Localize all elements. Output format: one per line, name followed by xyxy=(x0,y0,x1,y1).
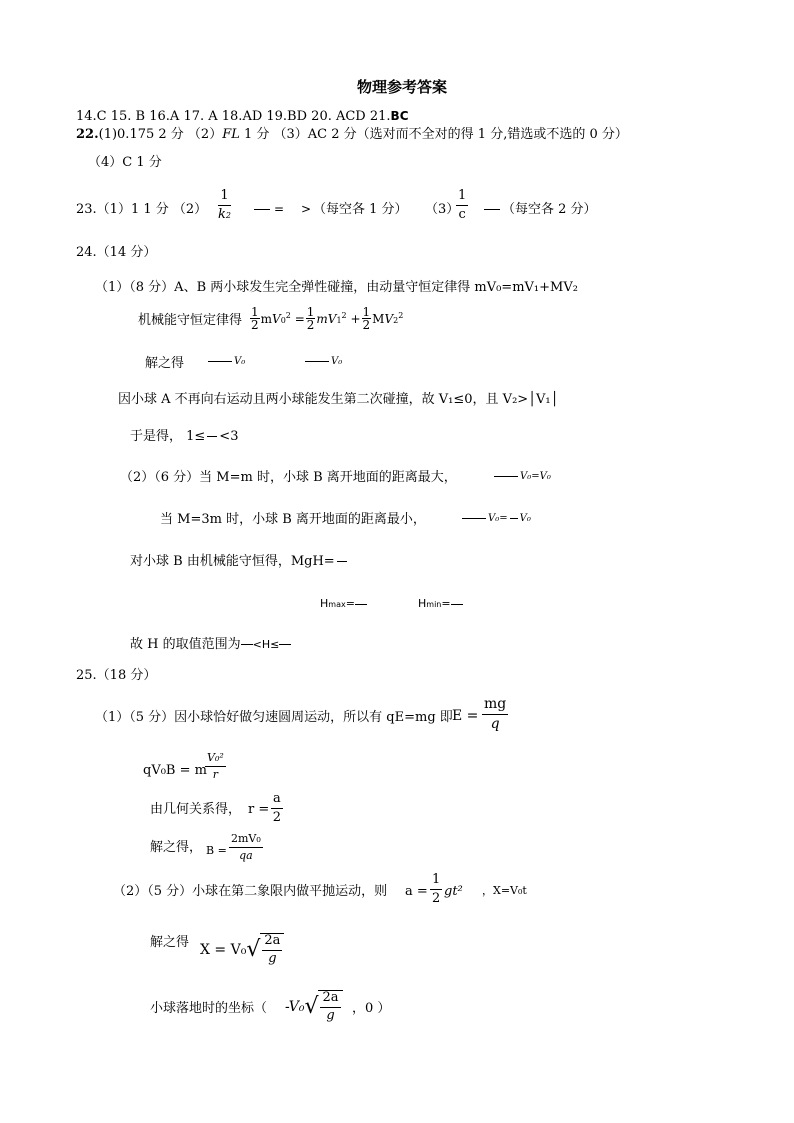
q22-number: 22. xyxy=(76,127,99,142)
q22-fl: FL xyxy=(222,127,240,142)
q24-part2-v: V₀=V₀ xyxy=(492,472,551,482)
q23-frac1-den: k2 xyxy=(218,207,231,223)
q25-a-label: a = xyxy=(405,884,428,899)
page-title: 物理参考答案 xyxy=(357,78,448,96)
q25-r-num: a xyxy=(271,792,283,809)
q22-line1 xyxy=(76,128,628,141)
q25-r-fraction xyxy=(271,792,283,826)
q25-qvb-num: V₀² xyxy=(205,752,226,767)
q23-frac1-num: 1 xyxy=(218,189,230,206)
q25-part2: （2）（5 分）小球在第二象限内做平抛运动，则 xyxy=(113,884,388,899)
q25-E-num: mg xyxy=(482,697,508,715)
q23-prefix: 23.（1）1 1 分 （2） xyxy=(76,202,208,217)
q25-r-label: r = xyxy=(248,802,270,817)
q23-note-2: （每空各 2 分） xyxy=(502,202,597,217)
q25-X-label: X = V₀ xyxy=(200,941,247,958)
q25-coord-label: 小球落地时的坐标（ xyxy=(150,1001,268,1016)
sqrt-icon-2: √ xyxy=(304,993,319,1019)
q25-qvb: qV₀B = m xyxy=(143,763,207,778)
q24-condition: 因小球 A 不再向右运动且两小球能发生第二次碰撞，故 V₁≤0，且 V₂>│V₁│ xyxy=(118,392,559,407)
q24-range: 故 H 的取值范围为 <H≤ xyxy=(130,638,291,651)
q24-part1: （1）（8 分）A、B 两小球发生完全弹性碰撞，由动量守恒定律得 mV₀=mV₁+MV₂ xyxy=(95,280,578,295)
q25-E-den: q xyxy=(490,716,500,733)
q25-E-label: E = xyxy=(452,708,479,724)
q24-header: 24.（14 分） xyxy=(76,245,157,260)
q25-coord-radicand: 2a g xyxy=(318,990,342,1024)
q23-part3: （3） xyxy=(425,202,460,217)
q25-solve2: 解之得 xyxy=(150,935,190,950)
q24-v2-result: V₀ xyxy=(303,357,342,367)
mc-last-answer: BC xyxy=(390,109,409,123)
q22-text-b: 1 分 （3）AC 2 分（选对而不全对的得 1 分,错选或不选的 0 分） xyxy=(239,127,628,142)
q25-coord-end: ，0 ） xyxy=(352,1001,391,1016)
q24-solve-label: 解之得 xyxy=(145,356,185,371)
q22-text-a: (1)0.175 2 分 （2） xyxy=(98,127,223,142)
q25-qvb-den: r xyxy=(212,768,219,782)
q22-line2: （4）C 1 分 xyxy=(88,155,162,170)
q23-equals: = xyxy=(274,202,285,216)
q25-E-fraction xyxy=(482,697,508,733)
q24-part3-v: V₀= V₀ xyxy=(460,514,531,524)
q23-blank-2 xyxy=(482,203,502,216)
q24-energy-equation: 1 2 $mV0^2$ = $\frac{1}{2}$ $mV1^2$ + $\frac{1}{2}$ $MV2^2$ xyxy=(251,305,404,332)
q25-a-den: 2 xyxy=(432,891,441,907)
q25-part1: （1）（5 分）因小球恰好做匀速圆周运动，所以有 qE=mg 即 xyxy=(95,710,453,725)
q25-X-radicand: 2a g xyxy=(260,933,284,967)
q23-frac2-num: 1 xyxy=(456,189,468,206)
mc-answers-text: 14.C 15. B 16.A 17. A 18.AD 19.BD 20. ACD 21. xyxy=(76,109,391,124)
q25-a-num: 1 xyxy=(430,873,442,890)
q24-v1-result: V₀ xyxy=(206,357,245,367)
q25-qvb-fraction xyxy=(205,752,226,781)
q24-part2: （2）（6 分）当 M=m 时，小球 B 离开地面的距离最大， xyxy=(120,470,457,485)
q25-coord-formula xyxy=(285,990,343,1024)
mc-answers xyxy=(76,110,409,123)
q23-fraction-1 xyxy=(218,189,231,223)
q25-coord-v: -V₀ xyxy=(285,998,305,1015)
q25-r-den: 2 xyxy=(272,810,282,826)
q23-greater: > xyxy=(301,202,312,216)
q25-B-den: qa xyxy=(239,849,253,863)
q25-B-num: 2mV₀ xyxy=(229,833,263,848)
q24-energy-b: 对小球 B 由机械能守恒得，MgH= xyxy=(130,555,349,568)
q24-hmin: Hmin= xyxy=(418,598,463,609)
q23-blank-1 xyxy=(252,203,272,216)
q25-a-tail: gt² xyxy=(444,884,463,899)
q24-energy-label: 机械能守恒定律得 xyxy=(138,313,243,328)
q24-part3: 当 M=3m 时，小球 B 离开地面的距离最小， xyxy=(160,512,426,527)
q25-solve: 解之得， xyxy=(150,840,203,855)
q24-hmax: Hmax= xyxy=(320,598,367,609)
q25-geo: 由几何关系得， xyxy=(150,802,242,817)
q24-result: 于是得， 1≤ <3 xyxy=(130,429,239,444)
q25-B-label: B = xyxy=(206,844,227,857)
q25-header: 25.（18 分） xyxy=(76,668,157,683)
q23-note-1: （每空各 1 分） xyxy=(313,202,408,217)
q25-B-fraction xyxy=(229,833,263,862)
q25-X-formula xyxy=(200,933,284,967)
q23-frac2-den: c xyxy=(458,207,466,223)
q23-fraction-2 xyxy=(456,189,468,223)
q25-xv: ，X=V₀t xyxy=(482,884,527,897)
q25-a-fraction xyxy=(430,873,442,907)
sqrt-icon: √ xyxy=(246,936,261,962)
